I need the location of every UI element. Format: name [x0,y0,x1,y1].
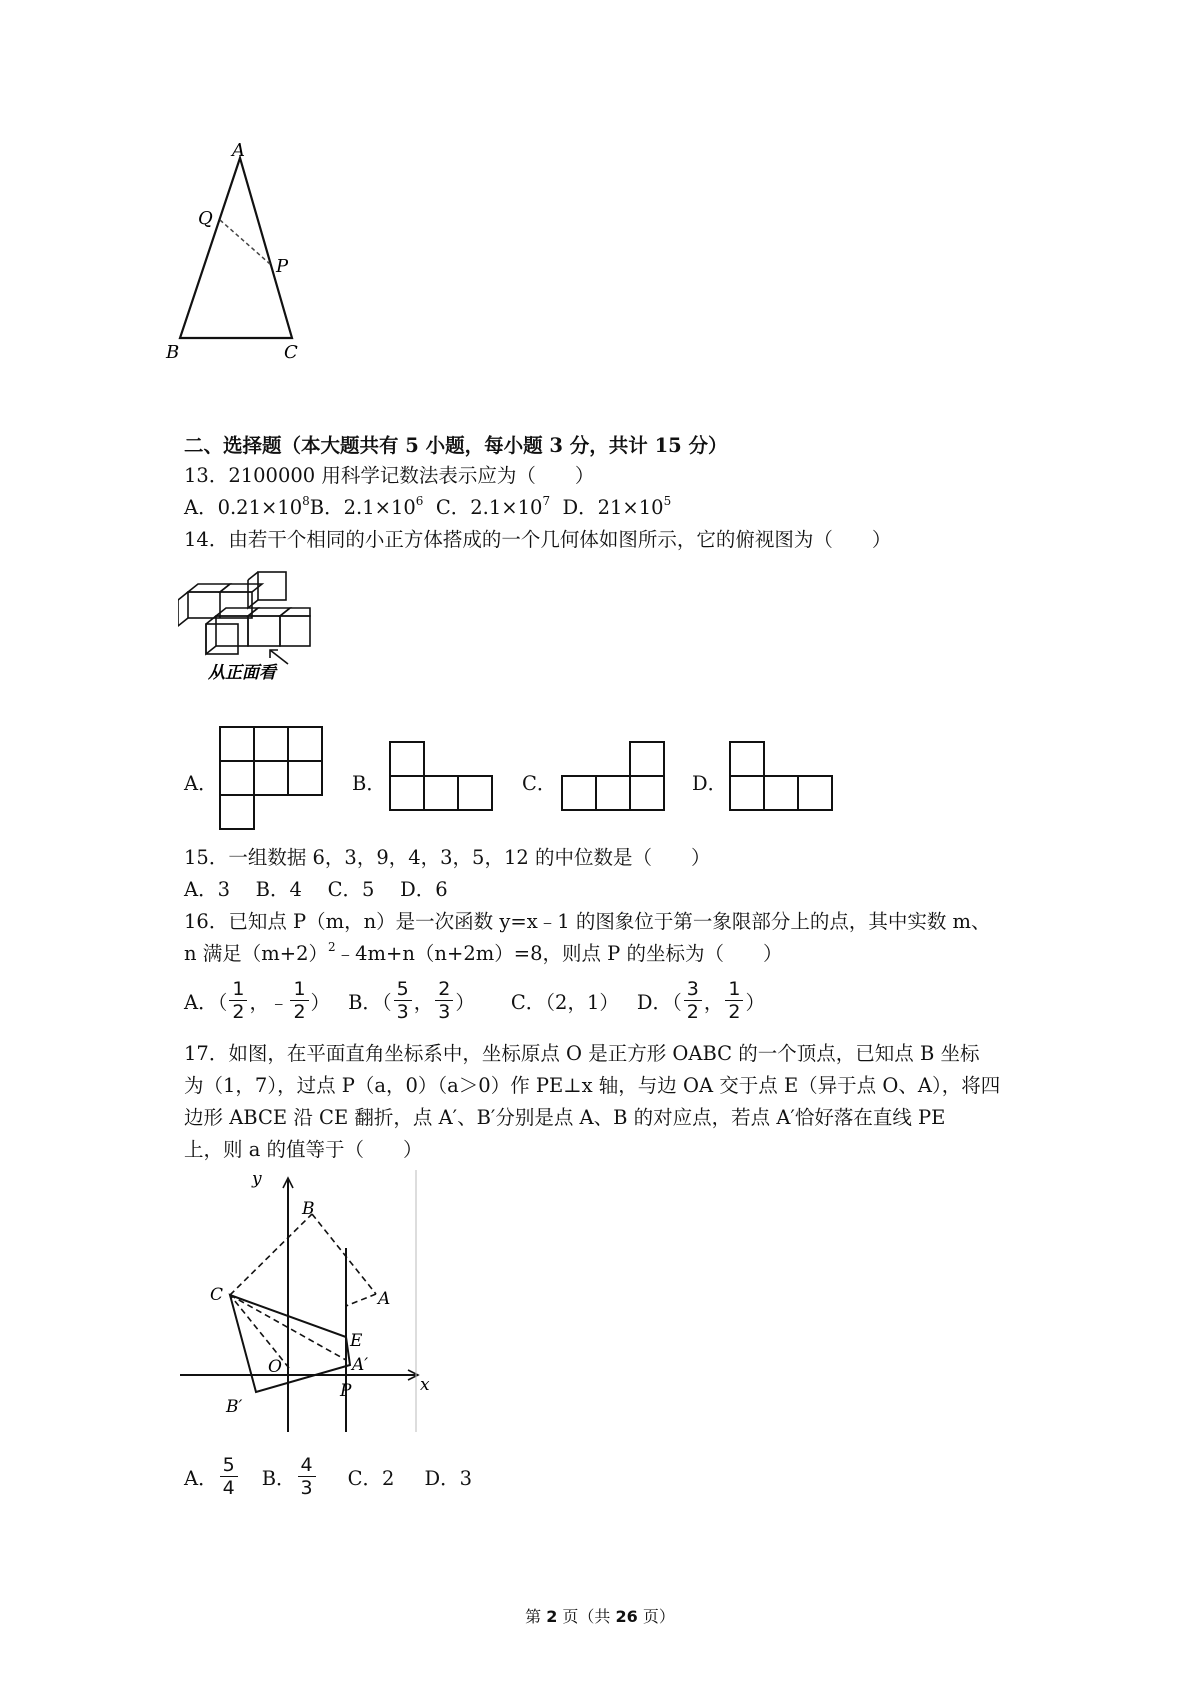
q14-label-a: A． [184,772,218,795]
q17-options: A． $\frac{5}{4}$ B． $\frac{4}{3}$ C．2 D．3 [184,1454,472,1499]
triangle-figure [160,140,320,370]
label-P: P [276,256,289,277]
page-number: 2 [546,1607,558,1626]
q16-option-c: C．（2，1） [510,990,619,1014]
q15-options: A．3 B．4 C．5 D．6 [184,878,448,901]
q17-stem-line4: 上，则 a 的值等于（ ） [184,1138,423,1161]
q15-stem: 15．一组数据 6，3，9，4，3，5，12 的中位数是（ ） [184,846,711,869]
q14-option-c-grid[interactable] [560,740,666,816]
q17-option-d: D．3 [424,1466,472,1490]
q17-stem-line1: 17．如图，在平面直角坐标系中，坐标原点 O 是正方形 OABC 的一个顶点，已知点 B 坐标 [184,1042,980,1065]
q14-label-d: D． [692,772,728,795]
point-B-prime-label: B′ [226,1397,243,1417]
q13-option-c: C．2.1×10 [435,496,543,519]
q14-option-a-grid[interactable] [218,725,324,835]
q14-cube-figure [178,570,328,680]
q14-label-c: C． [522,772,557,795]
section-title: 二、选择题（本大题共有 5 小题，每小题 3 分，共计 15 分） [184,434,728,457]
point-A-prime-label: A′ [352,1355,369,1375]
q13-option-b: B．2.1×10 [309,496,416,519]
point-A-label: A [378,1289,391,1309]
point-B-label: B [302,1199,315,1219]
q14-caption: 从正面看 [208,663,276,680]
q13-options: A．$0.21\times 10^8B$．$2.1\times 10^6$ C．$2.1\times 10^7$ D．$21\times 10^5$ [184,494,672,519]
q13-option-d: D．21×10 [562,496,664,519]
label-Q: Q [198,208,213,229]
point-P-label: P [340,1381,352,1401]
q17-option-c: C．2 [347,1466,395,1490]
q16-option-d: D．（ [636,990,682,1014]
label-B: B [166,342,180,363]
page-footer: 第 2 页（共 26 页） [525,1607,675,1626]
q13-stem: 13．2100000 用科学记数法表示应为（ ） [184,464,595,487]
q17-option-a: A． [184,1466,218,1490]
q16-option-b: B．（ [348,990,392,1014]
point-E-label: E [350,1331,363,1351]
label-A: A [232,140,245,161]
label-C: C [284,342,298,363]
q16-stem-line1: 16．已知点 P（m，n）是一次函数 y=x﹣1 的图象位于第一象限部分上的点，其中实数 m、 [184,910,991,933]
q14-label-b: B． [352,772,386,795]
axis-x-label: x [420,1375,430,1395]
q17-coordinate-figure [180,1170,430,1435]
q17-option-b: B． [261,1466,296,1490]
axis-y-label: y [252,1170,262,1189]
q16-stem-line2: n 满足$(m+2)^2﹣4m+n(n+2m)=8$，则点 P 的坐标为（ ） [184,940,783,965]
q14-stem: 14．由若干个相同的小正方体搭成的一个几何体如图所示，它的俯视图为（ ） [184,528,892,551]
q16-options: A．（ $\frac{1}{2}$ ，﹣ $\frac{1}{2}$ ） B．（ $\frac{5}{3}$ ， $\frac{2}{3}$ ） C．（2，1） D．（ $\frac{3}{2}$ ， $\frac{1}{2}$ ） [184,978,765,1023]
q17-stem-line3: 边形 ABCE 沿 CE 翻折，点 A′、B′分别是点 A、B 的对应点，若点 A′恰好落在直线 PE [184,1106,946,1129]
q13-option-a: A．0.21×10 [184,496,303,519]
q16-option-a: A．（ [184,990,228,1014]
page-total: 26 [615,1607,638,1626]
point-C-label: C [210,1285,224,1305]
point-O-label: O [268,1357,282,1377]
q14-option-d-grid[interactable] [728,740,834,816]
q17-stem-line2: 为（1，7），过点 P（a，0）（a＞0）作 PE⊥x 轴，与边 OA 交于点 E（异于点 O、A），将四 [184,1074,1001,1097]
q14-option-b-grid[interactable] [388,740,494,816]
